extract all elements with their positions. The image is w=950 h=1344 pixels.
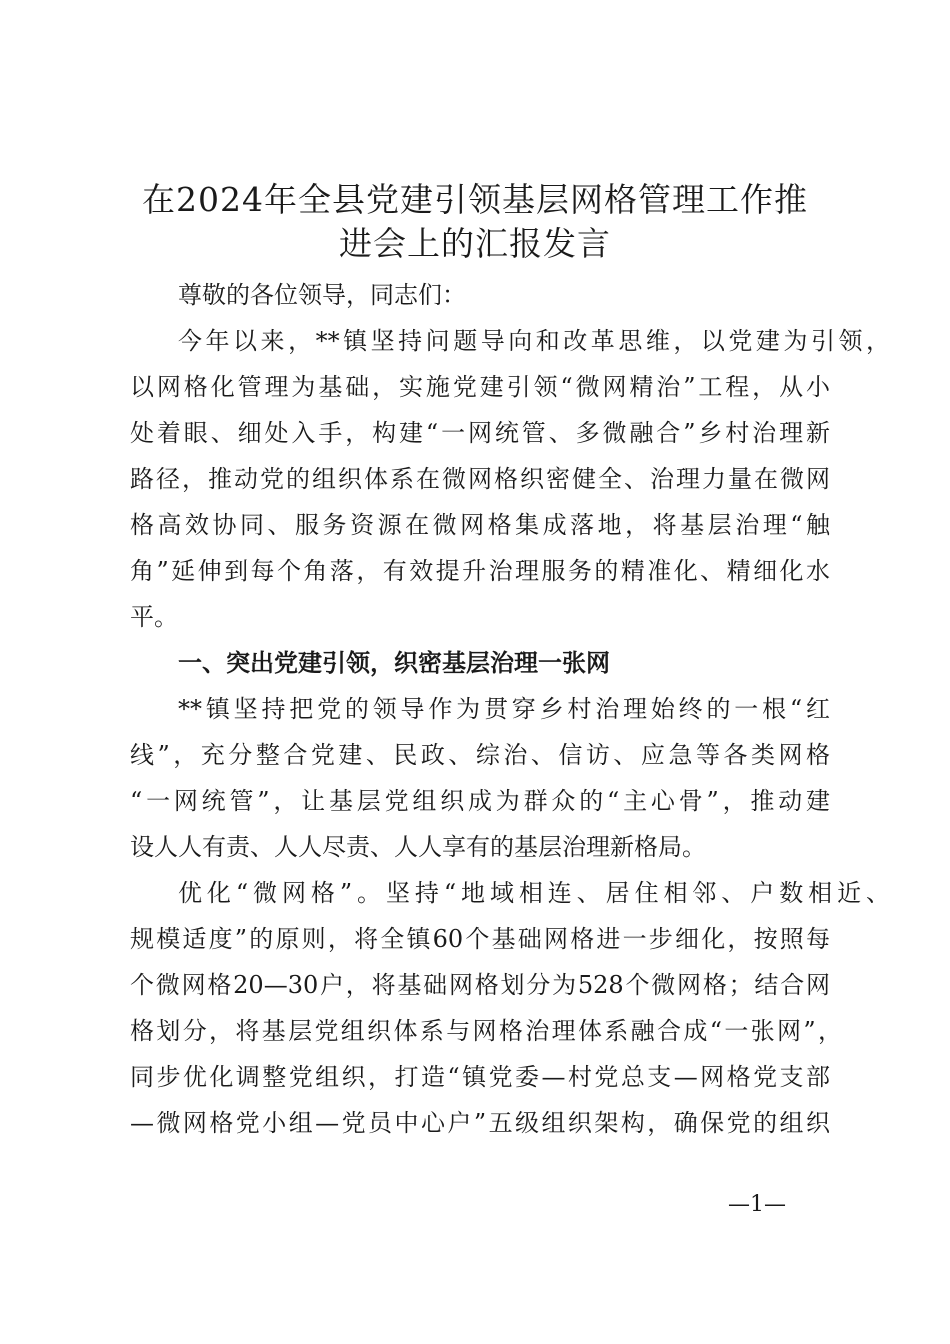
section1-paragraph1-line: “一网统管”，让基层党组织成为群众的“主心骨”，推动建 [130, 787, 830, 815]
section-heading-1: 一、突出党建引领，织密基层治理一张网 [178, 649, 610, 677]
section1-paragraph1-line: 设人人有责、人人尽责、人人享有的基层治理新格局。 [130, 833, 706, 861]
page-number: —1— [728, 1192, 786, 1217]
document-title-line-2: 进会上的汇报发言 [339, 224, 611, 263]
salutation: 尊敬的各位领导，同志们： [178, 281, 466, 309]
section1-paragraph2-line: 优化“微网格”。坚持“地域相连、居住相邻、户数相近、 [178, 879, 890, 907]
intro-line: 格高效协同、服务资源在微网格集成落地，将基层治理“触 [130, 511, 830, 539]
intro-line: 以网格化管理为基础，实施党建引领“微网精治”工程，从小 [130, 373, 830, 401]
section1-paragraph1-line: **镇坚持把党的领导作为贯穿乡村治理始终的一根“红 [178, 695, 830, 723]
document-title-line-1: 在2024年全县党建引领基层网格管理工作推 [142, 180, 808, 219]
intro-line: 今年以来，**镇坚持问题导向和改革思维，以党建为引领， [178, 327, 890, 355]
section1-paragraph1-line: 线”，充分整合党建、民政、综治、信访、应急等各类网格 [130, 741, 830, 769]
section1-paragraph2-line: 规模适度”的原则，将全镇60个基础网格进一步细化，按照每 [130, 925, 830, 953]
intro-line: 路径，推动党的组织体系在微网格织密健全、治理力量在微网 [130, 465, 830, 493]
section1-paragraph2-line: 同步优化调整党组织，打造“镇党委—村党总支—网格党支部 [130, 1063, 830, 1091]
intro-line: 平。 [130, 603, 178, 631]
intro-line: 角”延伸到每个角落，有效提升治理服务的精准化、精细化水 [130, 557, 830, 585]
section1-paragraph2-line: 个微网格20—30户，将基础网格划分为528个微网格；结合网 [130, 971, 830, 999]
section1-paragraph2-line: 格划分，将基层党组织体系与网格治理体系融合成“一张网”， [130, 1017, 842, 1045]
intro-line: 处着眼、细处入手，构建“一网统管、多微融合”乡村治理新 [130, 419, 830, 447]
section1-paragraph2-line: —微网格党小组—党员中心户”五级组织架构，确保党的组织 [130, 1109, 830, 1137]
